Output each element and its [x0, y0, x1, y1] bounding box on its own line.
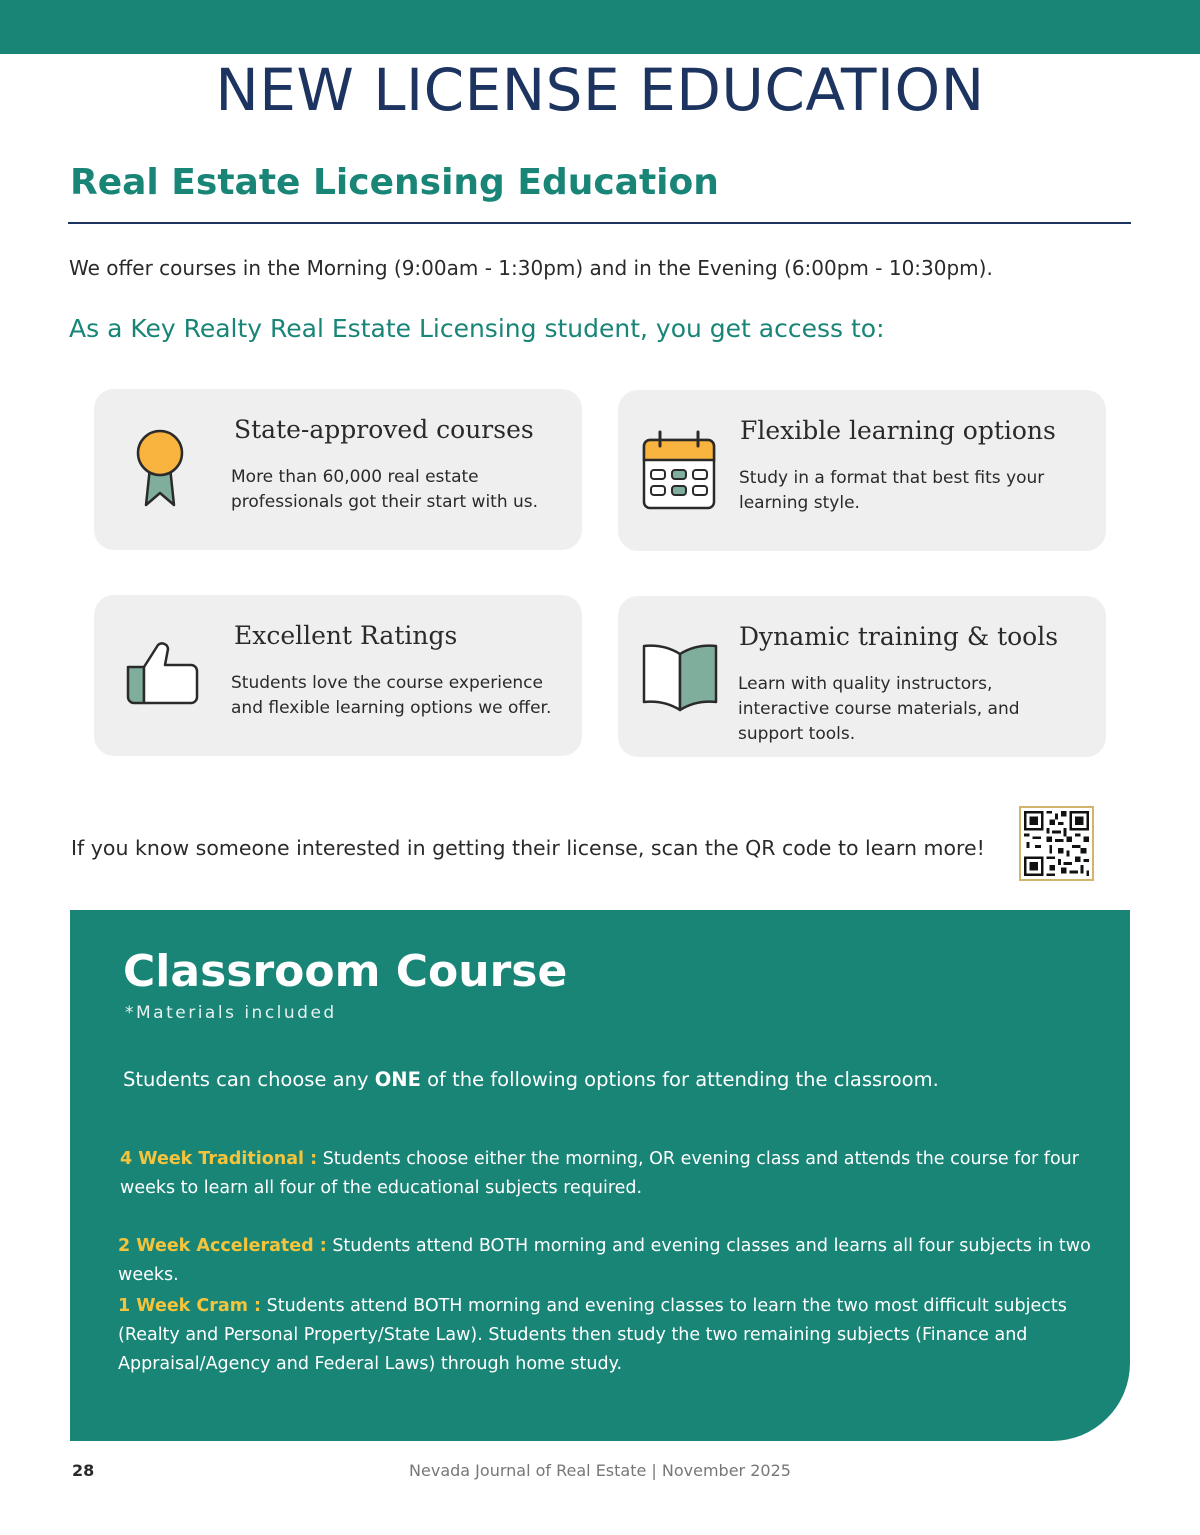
feature-title: Dynamic training & tools	[739, 622, 1059, 651]
feature-title: Flexible learning options	[740, 416, 1056, 445]
top-banner	[0, 0, 1200, 54]
qr-code[interactable]	[1019, 806, 1094, 881]
option-4-week: 4 Week Traditional : Students choose either the morning, OR evening class and attends the course for four weeks to learn all four of the educational subjects required.	[120, 1149, 1079, 1198]
classroom-title: Classroom Course	[123, 946, 568, 997]
schedule-text: We offer courses in the Morning (9:00am - 1:30pm) and in the Evening (6:00pm - 10:30pm).	[69, 256, 993, 280]
publication-footer: Nevada Journal of Real Estate | November 2025	[409, 1461, 791, 1480]
feature-card-dynamic-training	[618, 596, 1106, 757]
thumbs-up-icon	[124, 637, 200, 712]
award-ribbon-icon	[136, 429, 188, 514]
feature-title: State-approved courses	[234, 415, 534, 444]
option-1-week: 1 Week Cram : Students attend BOTH morning and evening classes to learn the two most difficult subjects (Realty and Personal Property/State Law). Students then study the two remaining subjects (Finance and Appraisal/Agency and Federal Laws) through home study.	[118, 1296, 1067, 1374]
feature-description: More than 60,000 real estate professionals got their start with us.	[231, 467, 539, 512]
feature-card-excellent-ratings	[94, 595, 582, 756]
feature-description: Students love the course experience and flexible learning options we offer.	[231, 673, 552, 718]
feature-title: Excellent Ratings	[234, 621, 458, 650]
qr-callout-text: If you know someone interested in getting their license, scan the QR code to learn more!	[71, 836, 985, 860]
section-divider	[68, 222, 1131, 224]
classroom-intro: Students can choose any ONE of the following options for attending the classroom.	[123, 1068, 939, 1091]
feature-card-state-approved	[94, 389, 582, 550]
page-title: NEW LICENSE EDUCATION	[215, 56, 985, 124]
section-title: Real Estate Licensing Education	[70, 162, 719, 203]
page-number: 28	[72, 1461, 95, 1480]
access-heading: As a Key Realty Real Estate Licensing student, you get access to:	[69, 314, 885, 343]
feature-description: Learn with quality instructors, interactive course materials, and support tools.	[738, 674, 1020, 744]
feature-description: Study in a format that best fits your learning style.	[739, 468, 1045, 513]
classroom-subtitle: *Materials included	[125, 1003, 337, 1023]
calendar-icon	[642, 430, 716, 517]
open-book-icon	[642, 644, 720, 717]
feature-card-flexible-learning	[618, 390, 1106, 551]
classroom-course-panel	[70, 910, 1130, 1441]
option-2-week: 2 Week Accelerated : Students attend BOTH morning and evening classes and learns all four subjects in two weeks.	[118, 1236, 1091, 1285]
